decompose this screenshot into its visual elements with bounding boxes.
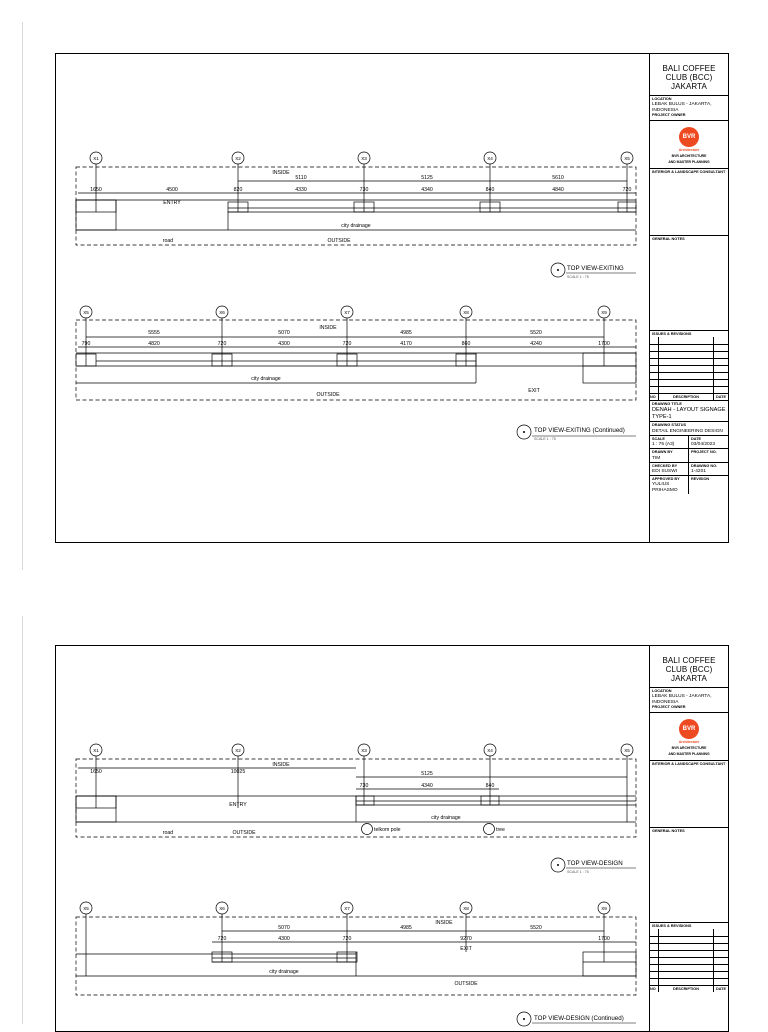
checked-drawingno-row: CHECKED BY EDI SUSWI DRAWING NO. 1-4201	[650, 462, 728, 475]
dimension-text: 1700	[598, 341, 610, 347]
general-notes-section: GENERAL NOTES	[650, 235, 728, 330]
grid-bubble-label: X5	[83, 906, 89, 911]
view-title: TOP VIEW-EXITING	[567, 265, 624, 272]
dimension-text: 5125	[421, 771, 433, 777]
dimension-text: 4170	[400, 341, 412, 347]
telkom-pole-label: telkom pole	[374, 827, 401, 833]
grid-bubble-label: X1	[93, 156, 99, 161]
grid-bubble-label: X2	[235, 156, 241, 161]
outside-label: OUTSIDE	[454, 981, 478, 987]
consultant-section: INTERIOR & LANDSCAPE CONSULTANT	[650, 168, 728, 235]
location-section: LOCATION LEBAK BULUS - JAKARTA, INDONESIA PROJECT OWNER	[650, 687, 728, 712]
dimension-text: 840	[485, 187, 495, 193]
inside-label: INSIDE	[272, 170, 290, 176]
view-scale: SCALE 1 : 75	[567, 275, 589, 279]
dimension-text: 5520	[530, 330, 542, 336]
consultant-section: INTERIOR & LANDSCAPE CONSULTANT	[650, 760, 728, 827]
drawing-status: DETAIL ENGINEERING DESIGN	[652, 428, 723, 434]
dimension-text: 5070	[278, 925, 290, 931]
drawing-title: DENAH - LAYOUT SIGNAGE TYPE-1	[652, 407, 726, 420]
dimension-text: 4300	[278, 936, 290, 942]
dimension-text: 1650	[90, 769, 102, 775]
grid-bubble-label: X5	[83, 310, 89, 315]
dimension-text: 4500	[166, 187, 178, 193]
dimension-text: 730	[359, 783, 369, 789]
grid-bubble-label: X7	[344, 906, 350, 911]
outside-label: OUTSIDE	[327, 238, 351, 244]
road-label: road	[162, 238, 174, 244]
grid-bubble-label: X8	[463, 906, 469, 911]
dimension-text: 5125	[421, 175, 433, 181]
title-block	[649, 54, 728, 542]
telkom-pole-marker	[362, 824, 373, 835]
dimension-text: 840	[485, 783, 495, 789]
outside-label: OUTSIDE	[316, 392, 340, 398]
revision-table: ISSUES & REVISIONS NO DESCRIPTION DATE	[650, 923, 727, 992]
drawing-area	[56, 646, 650, 1031]
inside-label: INSIDE	[272, 762, 290, 768]
view-scale: SCALE 1 : 75	[567, 870, 589, 874]
grid-bubble-label: X4	[487, 748, 493, 753]
location-section: LOCATION LEBAK BULUS - JAKARTA, INDONESIA PROJECT OWNER	[650, 95, 728, 120]
grid-bubble-label: X5	[624, 748, 630, 753]
grid-bubble-label: X2	[235, 748, 241, 753]
drawing-status-section: DRAWING STATUS DETAIL ENGINEERING DESIGN	[650, 421, 728, 435]
drawing-title-section: DRAWING TITLE DENAH - LAYOUT SIGNAGE TYPE-1	[650, 400, 728, 421]
grid-bubble-label: X9	[601, 906, 607, 911]
dimension-text: 4985	[400, 925, 412, 931]
grid-bubble-label: X7	[344, 310, 350, 315]
dimension-text: 720	[217, 341, 227, 347]
grid-bubble-label: X3	[361, 748, 367, 753]
inside-label: INSIDE	[319, 325, 337, 331]
road-label: road	[162, 830, 174, 836]
grid-bubble-label: X6	[219, 310, 225, 315]
dimension-text: 5520	[530, 925, 542, 931]
exit-label: EXIT	[528, 388, 540, 394]
grid-bubble-label: X4	[487, 156, 493, 161]
exit-block	[583, 353, 636, 383]
view-title: TOP VIEW-EXITING (Continued)	[534, 427, 625, 434]
bvr-logo: BVR	[679, 127, 699, 147]
bvr-logo: BVR	[679, 719, 699, 739]
view-scale: SCALE 1 : 75	[534, 437, 556, 441]
grid-bubble-label: X5	[624, 156, 630, 161]
dimension-text: 4340	[421, 783, 433, 789]
location-value: LEBAK BULUS - JAKARTA, INDONESIA	[652, 694, 712, 705]
dimension-text: 1700	[598, 936, 610, 942]
exit-label: EXIT	[460, 946, 472, 952]
dimension-text: 9270	[460, 936, 472, 942]
plan-drawing	[56, 646, 650, 1031]
grid-bubble-label: X6	[219, 906, 225, 911]
drainage-label: city drainage	[269, 969, 299, 975]
drainage-label: city drainage	[251, 376, 281, 382]
dimension-text: 4300	[278, 341, 290, 347]
dimension-text: 4820	[148, 341, 160, 347]
exit-block	[583, 952, 636, 976]
view-title: TOP VIEW-DESIGN	[567, 860, 623, 867]
dimension-text: 720	[342, 936, 352, 942]
grid-bubble-label: X1	[93, 748, 99, 753]
dimension-text: 5555	[148, 330, 160, 336]
drainage-label: city drainage	[431, 815, 461, 821]
dimension-text: 730	[359, 187, 369, 193]
dimension-text: 1650	[90, 187, 102, 193]
dimension-text: 790	[81, 341, 91, 347]
outside-label: OUTSIDE	[232, 830, 256, 836]
drawing-area	[56, 54, 650, 542]
grid-bubble-label: X8	[463, 310, 469, 315]
revision-table: ISSUES & REVISIONS NO DESCRIPTION DATE	[650, 331, 727, 400]
grid-bubble-label: X3	[361, 156, 367, 161]
inside-label: INSIDE	[435, 920, 453, 926]
entry-label: ENTRY	[163, 200, 181, 206]
grid-bubble-label: X9	[601, 310, 607, 315]
architect-logo-section: BVR Architecture BVR ARCHITECTURE AND MASTER PLANNING	[650, 712, 728, 760]
view-title: TOP VIEW-DESIGN (Continued)	[534, 1015, 624, 1022]
dimension-text: 720	[217, 936, 227, 942]
boundary-outline	[76, 320, 636, 400]
dimension-text: 4840	[552, 187, 564, 193]
dimension-text: 5110	[295, 175, 307, 181]
entry-label: ENTRY	[229, 802, 247, 808]
drawing-sheet-1	[55, 53, 729, 543]
plan-drawing	[56, 54, 650, 542]
dimension-text: 720	[342, 341, 352, 347]
dimension-text: 10025	[230, 769, 246, 775]
viewer-page-edge	[22, 22, 23, 570]
dimension-text: 4330	[295, 187, 307, 193]
drainage-label: city drainage	[341, 223, 371, 229]
title-block	[649, 646, 728, 1031]
dimension-text: 5070	[278, 330, 290, 336]
drawn-project-row: DRAWN BY TIM PROJECT NO.	[650, 448, 728, 461]
drawing-sheet-2	[55, 645, 729, 1032]
dimension-text: 4985	[400, 330, 412, 336]
scale-date-row: SCALE 1 : 75 (A3) DATE 03/04/2023	[650, 435, 728, 448]
dimension-text: 4240	[530, 341, 542, 347]
location-value: LEBAK BULUS - JAKARTA, INDONESIA	[652, 102, 712, 113]
viewer-page-edge	[22, 616, 23, 1024]
general-notes-section: GENERAL NOTES	[650, 827, 728, 922]
dimension-text: 5610	[552, 175, 564, 181]
dimension-text: 720	[622, 187, 632, 193]
dimension-text: 860	[461, 341, 471, 347]
project-title: BALI COFFEE CLUB (BCC) JAKARTA	[662, 656, 716, 683]
tree-label: tree	[496, 827, 505, 833]
approved-revision-row: APPROVED BY YULIUS PRIHASMO REVISION	[650, 475, 728, 494]
dimension-text: 4340	[421, 187, 433, 193]
tree-marker	[484, 824, 495, 835]
project-title: BALI COFFEE CLUB (BCC) JAKARTA	[662, 64, 716, 91]
dimension-text: 820	[233, 187, 243, 193]
architect-logo-section: BVR Architecture BVR ARCHITECTURE AND MASTER PLANNING	[650, 120, 728, 168]
